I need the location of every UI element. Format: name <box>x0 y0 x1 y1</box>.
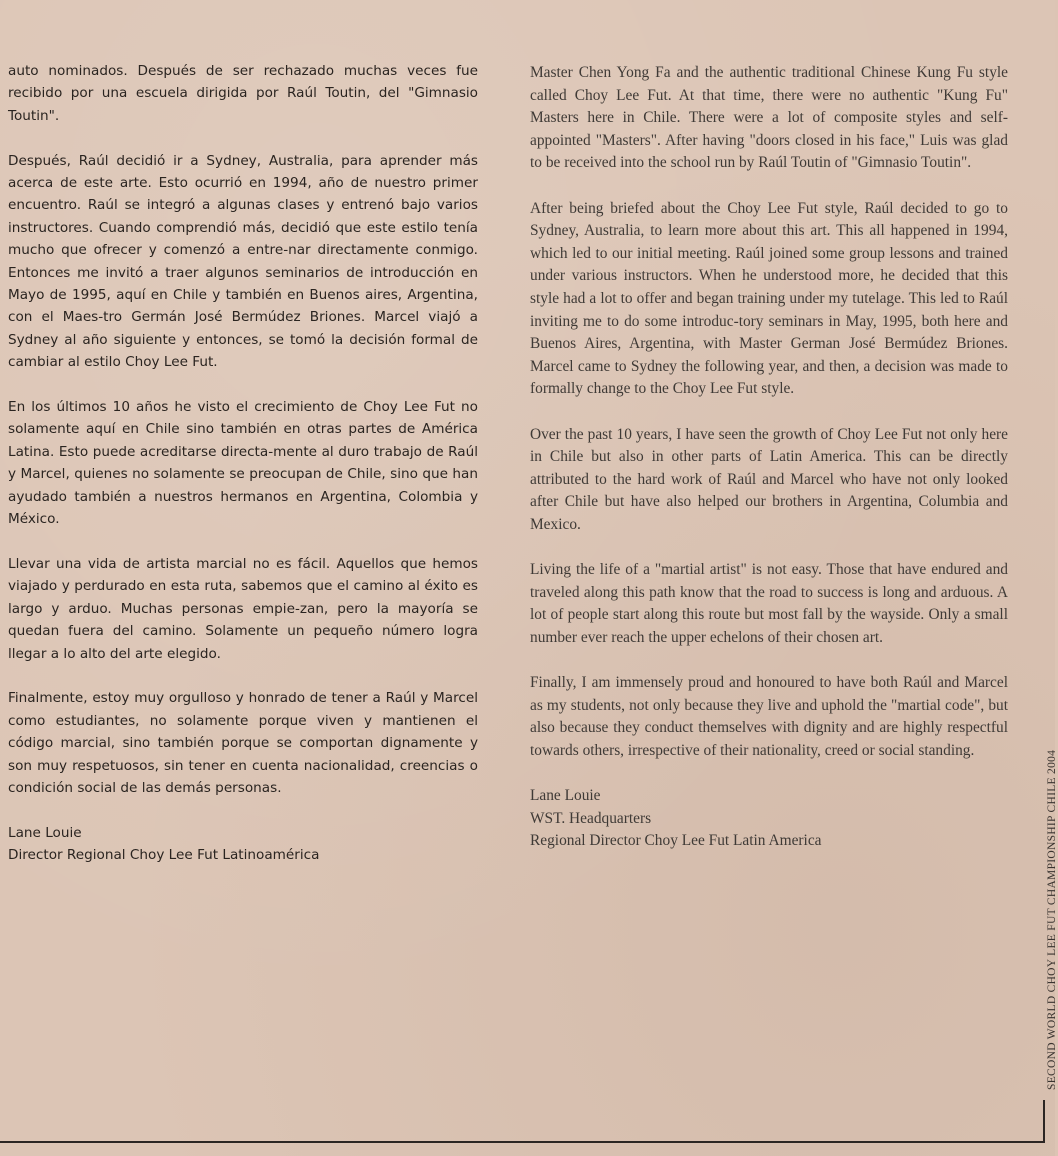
english-signature <box>530 785 1008 853</box>
english-column <box>530 62 1008 853</box>
english-paragraph-1: Master Chen Yong Fa and the authentic traditional Chinese Kung Fu style called Choy Lee Fut. At that time, there were no authentic "Kung Fu" Masters here in Chile. There were a lot of composite styles and self-appointed "Masters". After having "doors closed in his face," Luis was glad to be received into the school run by Raúl Toutin of "Gimnasio Toutin". <box>530 64 1008 172</box>
spanish-paragraph-5: Finalmente, estoy muy orgulloso y honrado de tener a Raúl y Marcel como estudiantes, no solamente porque viven y mantienen el código marcial, sino también porque se comportan dignamente y son muy respetuosos, sin tener en cuenta nacionalidad, creencias o condición social de las demás personas. <box>8 690 478 796</box>
english-signature-org: WST. Headquarters <box>530 809 652 827</box>
spanish-signature-name: Lane Louie <box>8 824 82 841</box>
spanish-paragraph-3: En los últimos 10 años he visto el crecimiento de Choy Lee Fut no solamente aquí en Chile sino también en otras partes de América Latina. Esto puede acreditarse directa-mente al duro trabajo de Raúl y Marcel, quienes no solamente se preocupan de Chile, sino que han ayudado también a nuestros hermanos en Argentina, Colombia y México. <box>8 399 478 528</box>
spanish-column <box>8 60 478 867</box>
english-paragraph-5: Finally, I am immensely proud and honoured to have both Raúl and Marcel as my students, not only because they live and uphold the "martial code", but also because they conduct themselves with dignity and are highly respectful towards others, irrespective of their nationality, creed or social standing. <box>530 674 1008 759</box>
spanish-signature <box>8 822 478 867</box>
english-paragraph-3: Over the past 10 years, I have seen the growth of Choy Lee Fut not only here in Chile but also in other parts of Latin America. This can be directly attributed to the hard work of Raúl and Marcel who have not only looked after Chile but have also helped our brothers in Argentina, Columbia and Mexico. <box>530 425 1008 533</box>
side-running-title: SECOND WORLD CHOY LEE FUT CHAMPIONSHIP CHILE 2004 <box>1046 749 1058 1090</box>
english-paragraph-4: Living the life of a "martial artist" is not easy. Those that have endured and traveled along this path know that the road to success is long and arduous. A lot of people start along this route but most fall by the wayside. Only a small number ever reach the upper echelons of their chosen art. <box>530 561 1008 646</box>
english-signature-title: Regional Director Choy Lee Fut Latin America <box>530 832 822 850</box>
english-signature-name: Lane Louie <box>530 787 601 804</box>
spanish-signature-title: Director Regional Choy Lee Fut Latinoamérica <box>8 847 320 864</box>
corner-rule-vertical <box>1043 1100 1045 1143</box>
spanish-paragraph-1: auto nominados. Después de ser rechazado muchas veces fue recibido por una escuela dirigida por Raúl Toutin, del "Gimnasio Toutin". <box>8 63 478 124</box>
english-paragraph-2: After being briefed about the Choy Lee Fut style, Raúl decided to go to Sydney, Australia, to learn more about this art. This all happened in 1994, which led to our initial meeting. Raúl joined some group lessons and trained under various instructors. When he understood more, he decided that this style had a lot to offer and began training under my tutelage. This led to Raúl inviting me to do some introduc-tory seminars in May, 1995, both here and Buenos Aires, Argentina, with Master German José Bermúdez Briones. Marcel came to Sydney the following year, and then, a decision was made to formally change to the Choy Lee Fut style. <box>530 199 1008 398</box>
bottom-rule <box>0 1141 1045 1143</box>
spanish-paragraph-2: Después, Raúl decidió ir a Sydney, Australia, para aprender más acerca de este arte. Esto ocurrió en 1994, año de nuestro primer encuentro. Raúl se integró a algunas clases y entrenó bajo varios instructores. Cuando comprendió más, decidió que este estilo tenía mucho que ofrecer y comenzó a entre-nar directamente conmigo. Entonces me invitó a traer algunos seminarios de introducción en Mayo de 1995, aquí en Chile y también en Buenos aires, Argentina, con el Maes-tro Germán José Bermúdez Briones. Marcel viajó a Sydney al año siguiente y entonces, se tomó la decisión formal de cambiar al estilo Choy Lee Fut. <box>8 152 478 371</box>
spanish-paragraph-4: Llevar una vida de artista marcial no es fácil. Aquellos que hemos viajado y perdurado en esta ruta, sabemos que el camino al éxito es largo y arduo. Muchas personas empie-zan, pero la mayoría se quedan fuera del camino. Solamente un pequeño número logra llegar a lo alto del arte elegido. <box>8 555 478 662</box>
